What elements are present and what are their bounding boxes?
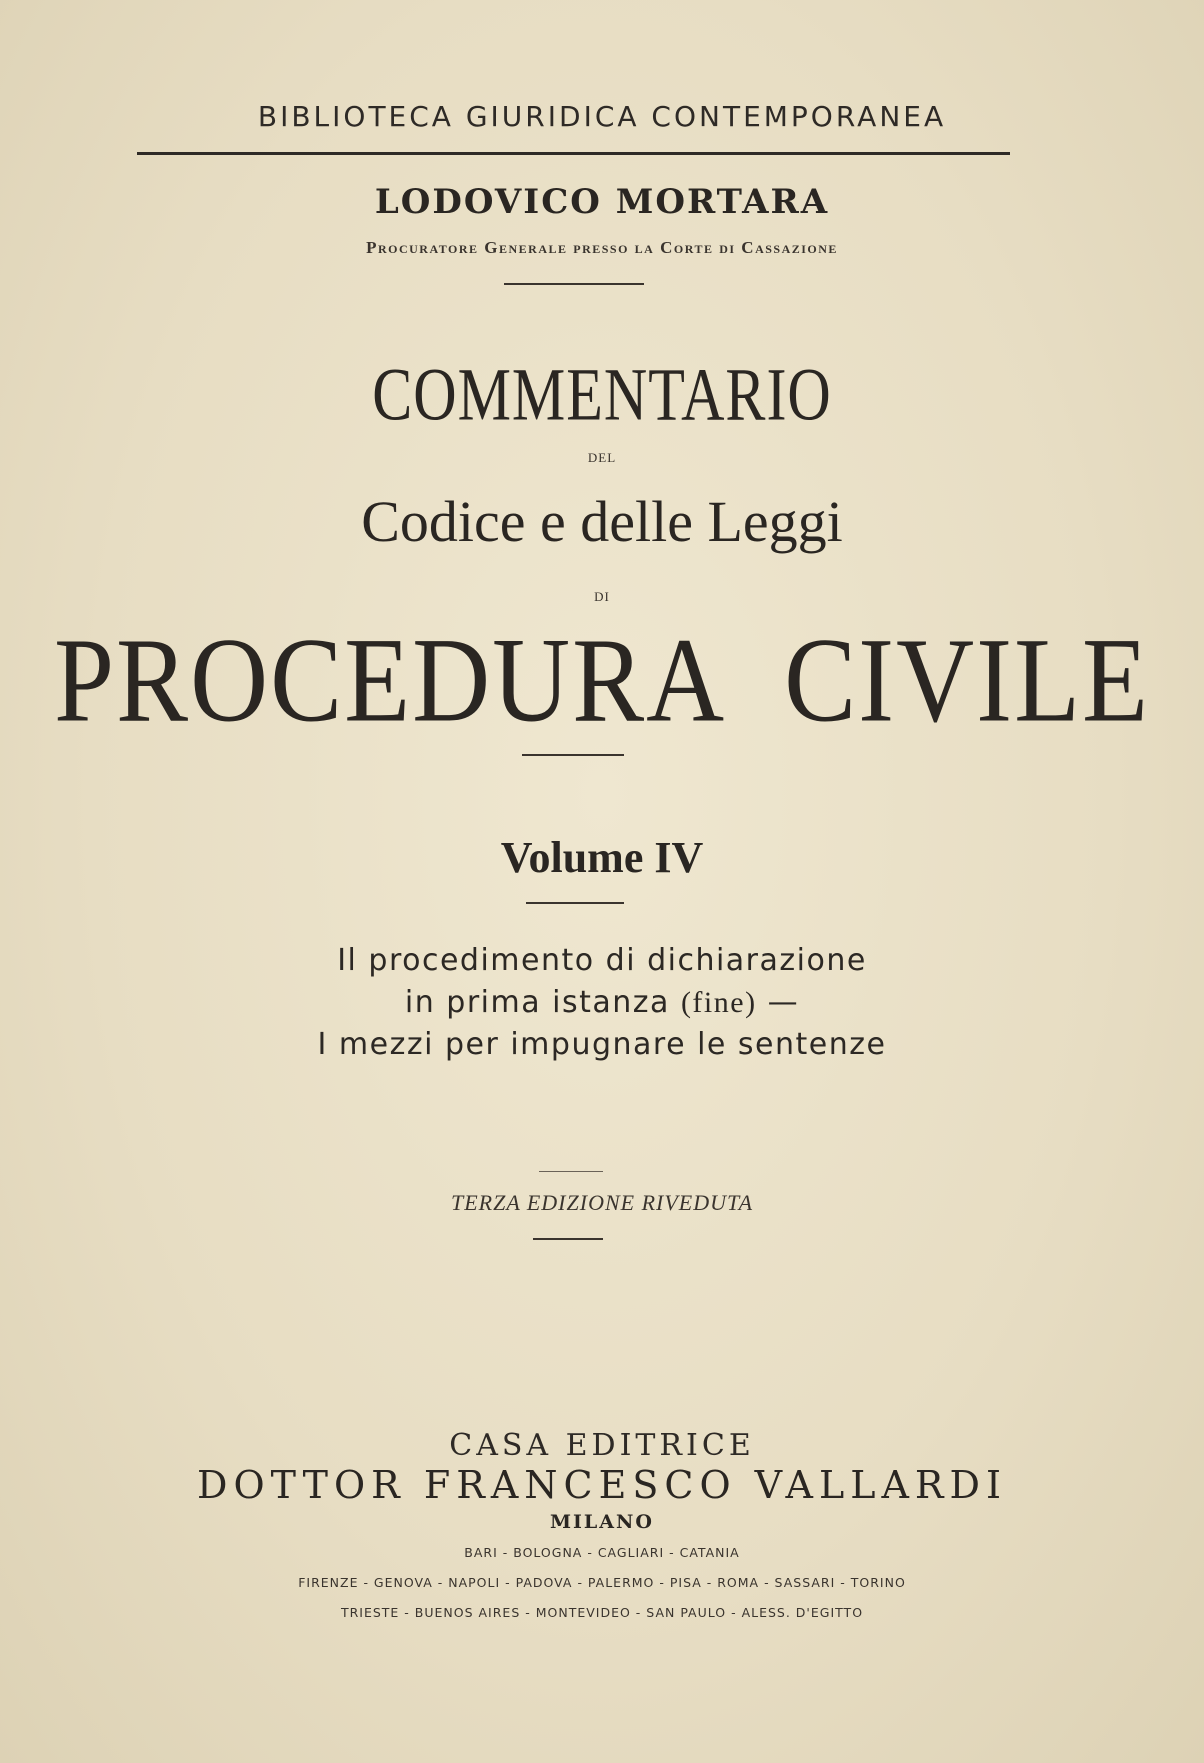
author-role: Procuratore Generale presso la Corte di Cassazione bbox=[366, 238, 838, 257]
subtitle-line-2-paren: (fine) bbox=[680, 986, 757, 1019]
author-name: LODOVICO MORTARA bbox=[374, 182, 830, 222]
subtitle-line-2-dash: — bbox=[767, 985, 800, 1020]
subtitle-line-2 bbox=[0, 985, 1204, 1020]
title-civile: CIVILE bbox=[784, 614, 1151, 748]
edition-label: TERZA EDIZIONE RIVEDUTA bbox=[450, 1190, 754, 1215]
title-connector-del: DEL bbox=[587, 450, 617, 465]
series-title: BIBLIOTECA GIURIDICA CONTEMPORANEA bbox=[257, 100, 947, 133]
title-codice: Codice e delle Leggi bbox=[361, 489, 843, 554]
branches-line-1: BARI - BOLOGNA - CAGLIARI - CATANIA bbox=[464, 1545, 740, 1560]
author-rule bbox=[504, 283, 644, 285]
branches-line-3: TRIESTE - BUENOS AIRES - MONTEVIDEO - SAN PAULO - ALESS. D'EGITTO bbox=[340, 1605, 864, 1620]
publisher-label: CASA EDITRICE bbox=[449, 1428, 755, 1463]
subtitle-line-3: I mezzi per impugnare le sentenze bbox=[317, 1027, 887, 1062]
volume-label: Volume IV bbox=[500, 833, 704, 882]
branches-line-2: FIRENZE - GENOVA - NAPOLI - PADOVA - PALERMO - PISA - ROMA - SASSARI - TORINO bbox=[298, 1575, 906, 1590]
volume-rule bbox=[526, 902, 624, 904]
title-rule bbox=[522, 754, 624, 756]
publisher-city: MILANO bbox=[550, 1511, 654, 1533]
subtitle-line-1: Il procedimento di dichiarazione bbox=[337, 943, 867, 978]
title-commentario: COMMENTARIO bbox=[372, 353, 832, 436]
edition-rule-top bbox=[539, 1171, 603, 1172]
edition-rule-bottom bbox=[533, 1238, 603, 1240]
series-rule bbox=[137, 152, 1010, 155]
title-procedura: PROCEDURA bbox=[53, 614, 727, 748]
title-procedura-civile bbox=[0, 612, 1204, 751]
subtitle-line-2-text: in prima istanza bbox=[404, 985, 670, 1020]
title-connector-di: DI bbox=[594, 589, 610, 604]
publisher-name: DOTTOR FRANCESCO VALLARDI bbox=[197, 1463, 1007, 1507]
